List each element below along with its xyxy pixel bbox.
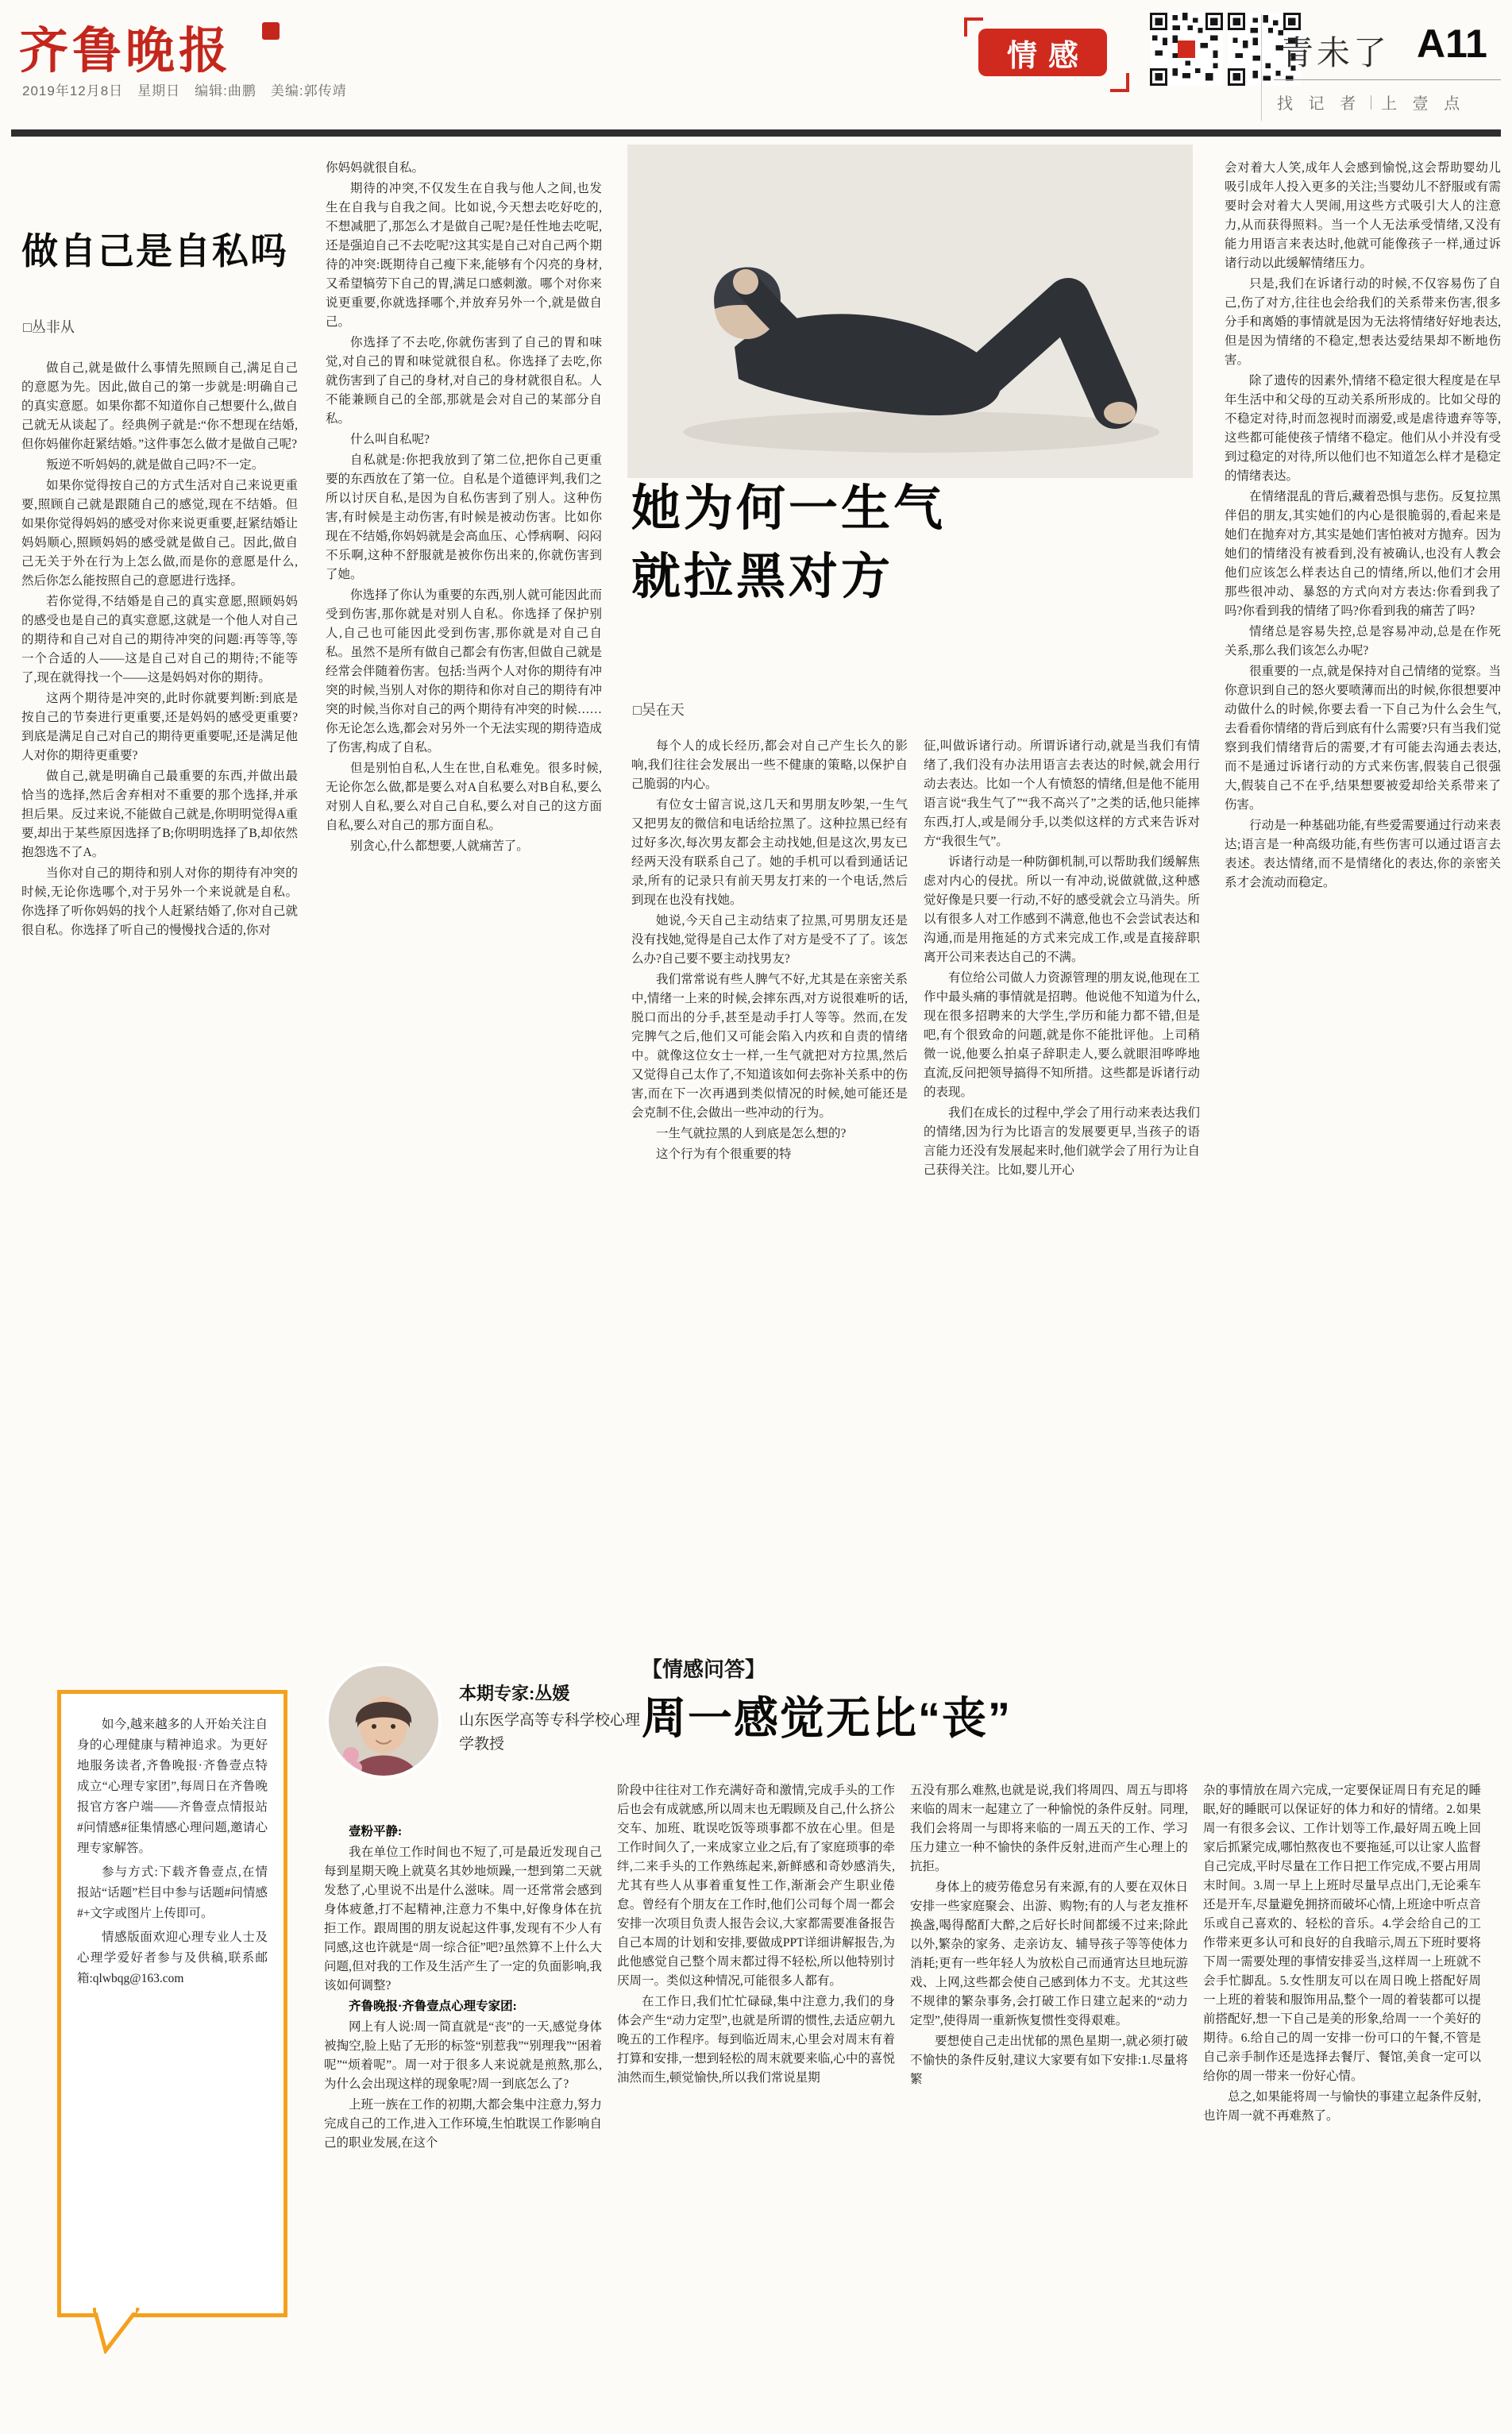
paragraph: 情感版面欢迎心理专业人士及心理学爱好者参与及供稿,联系邮箱:qlwbqg@163.com (77, 1931, 268, 1985)
paragraph: 若你觉得,不结婚是自己的真实意愿,照顾妈妈的感受也是自己的真实意愿,这就是一个他人对自己的期待和自己对自己的期待冲突的问题:再等等,等一个合适的人——这是自己对自己的期待;不能等了,现在就得找一个——这是妈妈对你的期待。 (21, 595, 298, 685)
main-title-line2: 就拉黑对方 (631, 550, 894, 604)
main-article-title (631, 475, 946, 611)
header-underline (1274, 79, 1501, 80)
paragraph: 做自己,就是明确自己最重要的东西,并做出最恰当的选择,然后舍弃相对不重要的那个选择,并承担后果。反过来说,不能做自己就是,你明明觉得A重要,却出于某些原因选择了B;你明明选择了B,却依然抱怨选不了A。 (21, 770, 298, 859)
qa-column-4 (1203, 1781, 1481, 2414)
paragraph: 你选择了你认为重要的东西,别人就可能因此而受到伤害,那你就是对别人自私。你选择了保护别人,自己也可能因此受到伤害,那你就是对自己自私。虽然不是所有做自己都会有伤害,但做自己就是经常会伴随着伤害。包括:当两个人对你的期待有冲突的时候,当别人对你的期待和你对自己的期待有冲突的时候,当你对自己的两个期待有冲突的时候……你无论怎么选,都会对另外一个无法实现的期待造成了伤害,构成了自私。 (326, 588, 602, 754)
paragraph: 五没有那么难熬,也就是说,我们将周四、周五与即将来临的周末一起建立了一种愉悦的条件反射。同理,我们会将周一与即将来临的一周五天的工作、学习压力建立一种不愉快的条件反射,进而产生心理上的抗拒。 (910, 1784, 1188, 1873)
qr-code-left-icon (1150, 13, 1223, 86)
paragraph: 自私就是:你把我放到了第二位,把你自己更重要的东西放在了第一位。自私是个道德评判,我们之所以讨厌自私,是因为自私伤害到了别人。这种伤害,有时候是主动伤害,有时候是被动伤害。比如你现在不结婚,你妈妈就是会高血压、心悸病啊、闷闷不乐啊,这种不舒服就是被你伤出来的,你就伤害到了她。 (326, 453, 602, 581)
paragraph: 会对着大人笑,成年人会感到愉悦,这会帮助婴幼儿吸引成年人投入更多的关注;当婴幼儿不舒服或有需要时会对着大人哭闹,用这些方式吸引大人的注意力,从而获得照料。当一个人无法承受情绪,又没有能力用语言来表达时,他就可能像孩子一样,通过诉诸行动以此缓解情绪压力。 (1225, 161, 1501, 270)
section-name: 青未了 (1280, 34, 1390, 71)
speech-bubble-tail-icon (93, 2308, 148, 2354)
paragraph: 要想使自己走出忧郁的黑色星期一,就必须打破不愉快的条件反射,建议大家要有如下安排:1.尽量将繁 (910, 2035, 1188, 2086)
paragraph: 诉诸行动是一种防御机制,可以帮助我们缓解焦虑对内心的侵扰。所以一有冲动,说做就做,这种感觉好像是只要一行动,不好的感受就会立马消失。所以有很多人对工作感到不满意,他也不会尝试表达和沟通,而是用拖延的方式来完成工作,或是直接辞职离开公司来表达自己的不满。 (924, 855, 1200, 964)
expert-team-label: 齐鲁晚报·齐鲁壹点心理专家团: (349, 2000, 517, 2013)
paragraph: 在工作日,我们忙忙碌碌,集中注意力,我们的身体会产生“动力定型”,也就是所谓的惯性,去适应朝九晚五的工作程序。每到临近周末,心里会对周末有着打算和安排,一想到轻松的周末就要来临,心中的喜悦油然而生,顿觉愉快,所以我们常说星期 (617, 1995, 895, 2085)
paragraph: 杂的事情放在周六完成,一定要保证周日有充足的睡眠,好的睡眠可以保证好的体力和好的情绪。2.如果周一有很多会议、工作计划等工作,最好周五晚上回家后抓紧完成,哪怕熬夜也不要拖延,可以让家人监督自己完成,平时尽量在工作日把工作完成,不要占用周末时间。3.周一早上上班时尽量早点出门,无论乘车还是开车,尽量避免拥挤而破坏心情,上班途中听点音乐或自己喜欢的、轻松的音乐。4.学会给自己的工作带来更多认可和良好的自我暗示,周五下班时要将下周一需要处理的事情安排妥当,这样周一上班就不会手忙脚乱。5.女性朋友可以在周日晚上搭配好周一上班的着装和服饰用品,整个一周的着装都可以提前搭配好,想一下自己是美的形象,给周一一个美好的期待。6.给自己的周一安排一份可口的午餐,不管是自己亲手制作还是选择去餐厅、餐馆,美食一定可以给你的周一带来一份好心情。 (1203, 1784, 1481, 2083)
qa-column-1 (324, 1823, 602, 2414)
paragraph: 很重要的一点,就是保持对自己情绪的觉察。当你意识到自己的怒火要喷薄而出的时候,你很想要冲动做什么的时候,你要去看一下自己为什么会生气,去看看你情绪的背后到底有什么需要?只有当我们觉察到我们情绪背后的需要,才有可能去沟通去表达,而不是通过诉诸行动的方式来伤害,假装自己很强大,假装自己不在乎,结果想要被爱却给关系带来了伤害。 (1225, 665, 1501, 812)
left-article-title: 做自己是自私吗 (21, 230, 288, 272)
paragraph: 除了遗传的因素外,情绪不稳定很大程度是在早年生活中和父母的互动关系所形成的。比如父母的不稳定对待,时而忽视时而溺爱,或是虐待遗弃等等,这些都可能使孩子情绪不稳定。他们从小并没有受到过稳定的对待,所以他们也不知道怎么样才是稳定的情绪表达。 (1225, 374, 1501, 483)
left-article-author: □丛非从 (23, 319, 75, 335)
paragraph: 什么叫自私呢? (350, 433, 430, 446)
left-article-column-1 (21, 359, 298, 1616)
paragraph: 但是别怕自私,人生在世,自私难免。很多时候,无论你怎么做,都是要么对A自私要么对B自私,要么对别人自私,要么对自己自私,要么对自己的这方面自私,要么对自己的那方面自私。 (326, 762, 602, 832)
paragraph: 有位女士留言说,这几天和男朋友吵架,一生气又把男友的微信和电话给拉黑了。这种拉黑已经有过好多次,每次男友都会主动找她,但是这次,男友已经两天没有联系自己了。她的手机可以看到通话记录,所有的记录只有前天男友打来的一个电话,然后到现在也没有找她。 (631, 798, 908, 907)
main-article-column-1 (631, 737, 908, 1616)
paragraph: 一生气就拉黑的人到底是怎么想的? (656, 1127, 847, 1140)
paragraph: 她说,今天自己主动结束了拉黑,可男朋友还是没有找她,觉得是自己太作了对方是受不了了。该怎么办?自己要不要主动找男友? (631, 914, 908, 966)
main-article-column-3 (1225, 159, 1501, 1616)
paragraph: 网上有人说:周一简直就是“丧”的一天,感觉身体被掏空,脸上贴了无形的标签“别惹我”“别理我”“困着呢”“烦着呢”。周一对于很多人来说就是煎熬,那么,为什么会出现这样的现象呢?周一到底怎么了? (324, 2020, 602, 2091)
qa-title: 周一感觉无比“丧” (642, 1693, 1012, 1743)
paragraph: 如果你觉得按自己的方式生活对自己来说更重要,照顾自己就是跟随自己的感觉,现在不结婚。但如果你觉得妈妈的感受对你来说更重要,赶紧结婚让妈妈顺心,照顾妈妈的感受就是做自己。因此,做自己无关于外在行为上怎么做,而是你的意愿是什么,然后你怎么能按照自己的意愿进行选择。 (21, 479, 298, 588)
paragraph: 我们常常说有些人脾气不好,尤其是在亲密关系中,情绪一上来的时候,会摔东西,对方说很难听的话,脱口而出的分手,甚至是动手打人等等。然而,在发完脾气之后,他们又可能会陷入内疚和自责的情绪中。就像这位女士一样,一生气就把对方拉黑,然后又觉得自己太作了,不知道该如何去弥补关系中的伤害,而在下一次再遇到类似情况的时候,她可能还是会克制不住,会做出一些冲动的行为。 (631, 973, 908, 1120)
paragraph: 在情绪混乱的背后,藏着恐惧与悲伤。反复拉黑伴侣的朋友,其实她们的内心是很脆弱的,看起来是她们在抛弃对方,其实是她们害怕被对方抛弃。因为她们的情绪没有被看到,没有被确认,也没有人教会他们应该怎么样表达自己的情绪,所以,他们才会用那些很冲动、暴怒的方式向对方表达:你看到我了吗?你看到我的情绪了吗?你看到我的痛苦了吗? (1225, 490, 1501, 618)
answer-text-start (324, 2018, 602, 2153)
main-article-column-2 (924, 737, 1200, 1616)
paragraph: 身体上的疲劳倦怠另有来源,有的人要在双休日安排一些家庭聚会、出游、购物;有的人与老友推杯换盏,喝得酩酊大醉,之后好长时间都缓不过来;除此以外,繁杂的家务、走亲访友、辅导孩子等等使体力消耗;更有一些年轻人为放松自己而通宵达旦地玩游戏、上网,这些都会使自己感到体力不支。尤其这些不规律的繁杂事务,会打破工作日建立起来的“动力定型”,使得周一重新恢复惯性变得艰难。 (910, 1880, 1188, 2027)
paragraph: 情绪总是容易失控,总是容易冲动,总是在作死关系,那么我们该怎么办呢? (1225, 625, 1501, 658)
paragraph: 你妈妈就很自私。 (326, 161, 425, 175)
masthead-logo: 齐鲁晚报 (19, 25, 233, 79)
header-tagline (1277, 91, 1465, 114)
paragraph: 当你对自己的期待和别人对你的期待有冲突的时候,无论你选哪个,对于另外一个来说就是自私。你选择了听你妈妈的找个人赶紧结婚了,你对自己就很自私。你选择了听自己的慢慢找合适的,你对 (21, 866, 298, 937)
section-badge: 情感 (978, 29, 1107, 76)
paragraph: 行动是一种基础功能,有些爱需要通过行动来表达;语言是一种高级功能,有些伤害可以通过语言去表述。表达情绪,而不是情绪化的表达,你的亲密关系才会流动而稳定。 (1225, 819, 1501, 889)
paragraph: 期待的冲突,不仅发生在自我与他人之间,也发生在自我与自我之间。比如说,今天想去吃好吃的,不想减肥了,那怎么才是做自己呢?是任性地去吃呢,还是强迫自己不去吃呢?这其实是自己对自己两个期待的冲突:既期待自己瘦下来,能够有个闪亮的身材,又希望犒劳下自己的胃,满足口感刺激。哪个对你来说更重要,你就选择哪个,并放弃另外一个,就是做自己。 (326, 182, 602, 329)
paragraph: 叛逆不听妈妈的,就是做自己吗?不一定。 (46, 458, 264, 472)
paragraph: 总之,如果能将周一与愉快的事建立起条件反射,也许周一就不再难熬了。 (1203, 2090, 1481, 2123)
questioner-label: 壹粉平静: (349, 1825, 403, 1838)
paragraph: 别贪心,什么都想要,人就痛苦了。 (350, 839, 529, 853)
header-divider (1261, 14, 1262, 121)
paragraph: 每个人的成长经历,都会对自己产生长久的影响,我们往往会发展出一些不健康的策略,以保护自己脆弱的内心。 (631, 739, 908, 791)
tagline-left: 找 记 者 (1277, 95, 1362, 113)
expert-title: 山东医学高等专科学校心理学教授 (459, 1712, 641, 1753)
paragraph: 只是,我们在诉诸行动的时候,不仅容易伤了自己,伤了对方,往往也会给我们的关系带来伤害,很多分手和离婚的事情就是因为无法将情绪好好地表达,但是因为情绪的不稳定,想表达爱结果却不断地伤害。 (1225, 277, 1501, 367)
main-title-line1: 她为何一生气 (631, 481, 947, 536)
paragraph: 这两个期待是冲突的,此时你就要判断:到底是按自己的节奏进行更重要,还是妈妈的感受更重要?到底是满足自己对自己的期待更重要呢,还是满足他人对你的期待更重要? (21, 692, 298, 762)
expert-photo (324, 1661, 443, 1780)
reclining-figure-illustration (627, 145, 1193, 478)
masthead-seal-icon (262, 22, 280, 40)
paragraph: 有位给公司做人力资源管理的朋友说,他现在工作中最头痛的事情就是招聘。他说他不知道为什么,现在很多招聘来的大学生,学历和能力都不错,但是吧,有个很致命的问题,就是你不能批评他。上司稍微一说,他要么拍桌子辞职走人,要么就眼泪哗哗地直流,反问把领导搞得不知所措。这些都是诉诸行动的表现。 (924, 971, 1200, 1099)
header-rule (11, 129, 1501, 137)
paragraph: 阶段中往往对工作充满好奇和激情,完成手头的工作后也会有成就感,所以周末也无暇顾及自己,什么挤公交车、加班、耽误吃饭等琐事都不放在心里。但是工作时间久了,一来成家立业之后,有了家庭琐事的牵绊,二来手头的工作熟练起来,新鲜感和奇妙感消失,尤其有些人从事着重复性工作,渐渐会产生职业倦怠。曾经有个朋友在工作时,他们公司每个周一都会安排一次项目负责人报告会议,大家都需要准备报告自己本周的计划和安排,要做成PPT详细讲解报告,为此他感觉自己整个周末都过得不轻松,所以他特别讨厌周一。类似这种情况,可能很多人都有。 (617, 1784, 895, 1988)
page-number: A11 (1417, 21, 1487, 66)
qa-column-3 (910, 1781, 1188, 2414)
paragraph: 征,叫做诉诸行动。所谓诉诸行动,就是当我们有情绪了,我们没有办法用语言去表达的时候,就会用行动去表达。比如一个人有愤怒的情绪,但是他不能用语言说“我生气了”“我不高兴了”之类的话,他只能摔东西,打人,或是闹分手,以类似这样的方式来告诉对方“我很生气”。 (924, 739, 1200, 848)
main-article-author: □吴在天 (633, 702, 685, 718)
notice-box (57, 1690, 287, 2317)
badge-corner-bottomright (1110, 73, 1129, 92)
tagline-right: 上 壹 点 (1381, 95, 1466, 113)
expert-name: 本期专家:丛媛 (459, 1684, 570, 1703)
question-text: 我在单位工作时间也不短了,可是最近发现自己每到星期天晚上就莫名其妙地烦躁,一想到第二天就发愁了,心里说不出是什么滋味。周一还常常会感到身体疲惫,打不起精神,注意力不集中,好像身体在抗拒工作。跟周围的朋友说起这件事,发现有不少人有同感,这也许就是“周一综合征”吧?虽然算不上什么大问题,但对我的工作及生活产生了一定的负面影响,我该如何调整? (324, 1846, 602, 1992)
paragraph: 上班一族在工作的初期,大都会集中注意力,努力完成自己的工作,进入工作环境,生怕耽误工作影响自己的职业发展,在这个 (324, 2098, 602, 2150)
paragraph: 如今,越来越多的人开始关注自身的心理健康与精神追求。为更好地服务读者,齐鲁晚报·齐鲁壹点特成立“心理专家团”,每周日在齐鲁晚报官方客户端——齐鲁壹点情报站#问情感#征集情感心理问题,邀请心理专家解答。 (77, 1718, 268, 1855)
paragraph: 我们在成长的过程中,学会了用行动来表达我们的情绪,因为行为比语言的发展要更早,当孩子的语言能力还没有发展起来时,他们就学会了用行为让自己获得关注。比如,婴儿开心 (924, 1106, 1200, 1177)
dateline: 2019年12月8日 星期日 编辑:曲鹏 美编:郭传靖 (22, 83, 347, 98)
notice-text (77, 1715, 268, 1989)
paragraph: 这个行为有个很重要的特 (656, 1148, 792, 1161)
paragraph: 你选择了不去吃,你就伤害到了自己的胃和味觉,对自己的胃和味觉就很自私。你选择了去吃,你就伤害到了自己的身材,对自己的身材就很自私。人不能兼顾自己的全部,那就是会对自己的某部分自私。 (326, 336, 602, 426)
left-article-column-2 (326, 159, 602, 1616)
paragraph: 参与方式:下载齐鲁壹点,在情报站“话题”栏目中参与话题#问情感#+文字或图片上传即可。 (77, 1865, 268, 1920)
qa-kicker: 【情感问答】 (642, 1657, 766, 1681)
paragraph: 做自己,就是做什么事情先照顾自己,满足自己的意愿为先。因此,做自己的第一步就是:明确自己的真实意愿。如果你都不知道你自己想要什么,做自己就无从谈起了。经典例子就是:“你不想现在结婚,但你妈催你赶紧结婚。”这件事怎么做才是做自己呢? (21, 361, 298, 451)
qa-column-2 (617, 1781, 895, 2414)
